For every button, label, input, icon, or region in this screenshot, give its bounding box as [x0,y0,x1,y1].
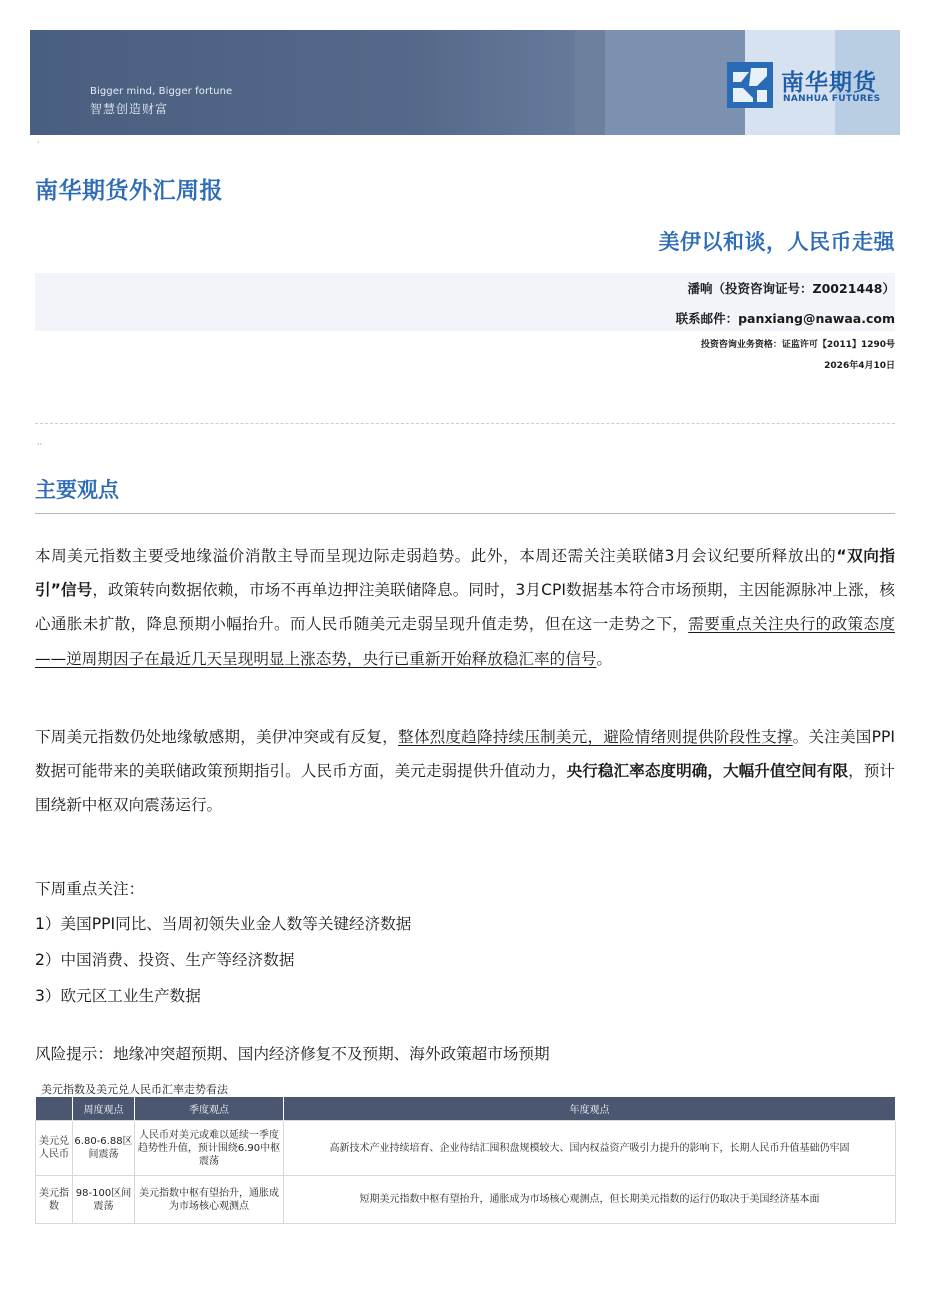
risk-warning: 风险提示：地缘冲突超预期、国内经济修复不及预期、海外政策超市场预期 [35,1045,550,1063]
outlook-table [35,1097,896,1224]
row-label: 美元兑人民币 [36,1121,73,1176]
focus-title: 下周重点关注： [35,880,145,898]
weekly-view: 98-100区间震荡 [73,1176,135,1224]
analyst-email: 联系邮件：panxiang@nawaa.com [675,311,895,326]
slogan-chinese: 智慧创造财富 [90,102,169,116]
logo-name-english: NANHUA FUTURES [783,94,881,104]
header-banner [30,30,900,135]
analyst-name: 潘响（投资咨询证号：Z0021448） [687,281,895,296]
bold-text: “双向指引”信号 [35,547,895,600]
nanhua-logo-icon [727,62,773,108]
text-span: 本周美元指数主要受地缘溢价消散主导而呈现边际走弱趋势。此外，本周还需关注美联储3月会议纪要所释放出的 [35,547,837,565]
underlined-text: 需要重点关注央行的政策态度——逆周期因子在最近几天呈现明显上涨态势，央行已重新开始释放稳汇率的信号 [35,615,895,668]
table-header-row [36,1097,896,1121]
slogan-english: Bigger mind, Bigger fortune [90,86,233,97]
annual-view: 高新技术产业持续培育、企业待结汇囤积盘规模较大、国内权益资产吸引力提升的影响下，长期人民币升值基础仍牢固 [284,1121,896,1176]
section-title: 主要观点 [35,478,119,502]
paragraph-weekly-review [35,539,895,676]
quarterly-view: 人民币对美元或难以延续一季度趋势性升值，预计围绕6.90中枢震荡 [135,1121,284,1176]
divider-dot: ·· [37,440,43,449]
focus-item: 3）欧元区工业生产数据 [35,987,201,1005]
report-date: 2026年4月10日 [824,361,895,371]
bold-text: 央行稳汇率态度明确，大幅升值空间有限 [566,762,849,781]
banner-stripe [605,30,745,135]
report-headline: 美伊以和谈，人民币走强 [658,230,895,254]
section-divider [35,513,895,514]
table-row [36,1121,896,1176]
table-caption: 美元指数及美元兑人民币汇率走势看法 [41,1083,228,1096]
annual-view: 短期美元指数中枢有望抬升，通胀成为市场核心观测点，但长期美元指数的运行仍取决于美国经济基本面 [284,1176,896,1224]
underlined-text: 整体烈度趋降持续压制美元，避险情绪则提供阶段性支撑 [398,728,793,746]
divider-dot: · [37,138,40,147]
text-span: 。关注美国PPI数据可能带来的美联储政策预期指引。人民币方面，美元走弱提供升值动力， [35,728,895,781]
table-row [36,1176,896,1224]
logo-name-chinese: 南华期货 [781,70,877,96]
focus-item: 2）中国消费、投资、生产等经济数据 [35,951,295,969]
paragraph-outlook [35,720,895,823]
report-title: 南华期货外汇周报 [35,178,223,204]
banner-stripe [575,30,605,135]
quarterly-view: 美元指数中枢有望抬升，通胀成为市场核心观测点 [135,1176,284,1224]
text-span: 。 [596,649,612,668]
text-span: 下周美元指数仍处地缘敏感期，美伊冲突或有反复， [35,728,399,746]
dashed-divider [35,423,895,424]
table-header-cell: 年度观点 [284,1097,896,1121]
text-span: ，政策转向数据依赖，市场不再单边押注美联储降息。同时，3月CPI数据基本符合市场预期，主因能源脉冲上涨，核心通胀未扩散，降息预期小幅抬升。而人民币随美元走弱呈现升值走势，但在这一走势之下， [35,581,895,634]
slogan [90,86,232,117]
table-header-cell: 周度观点 [73,1097,135,1121]
text-span: ，预计围绕新中枢双向震荡运行。 [35,762,895,815]
focus-item: 1）美国PPI同比、当周初领失业金人数等关键经济数据 [35,915,412,933]
weekly-view: 6.80-6.88区间震荡 [73,1121,135,1176]
table-header-cell: 季度观点 [135,1097,284,1121]
table-header-cell [36,1097,73,1121]
license-info: 投资咨询业务资格：证监许可【2011】1290号 [700,340,895,350]
row-label: 美元指数 [36,1176,73,1224]
